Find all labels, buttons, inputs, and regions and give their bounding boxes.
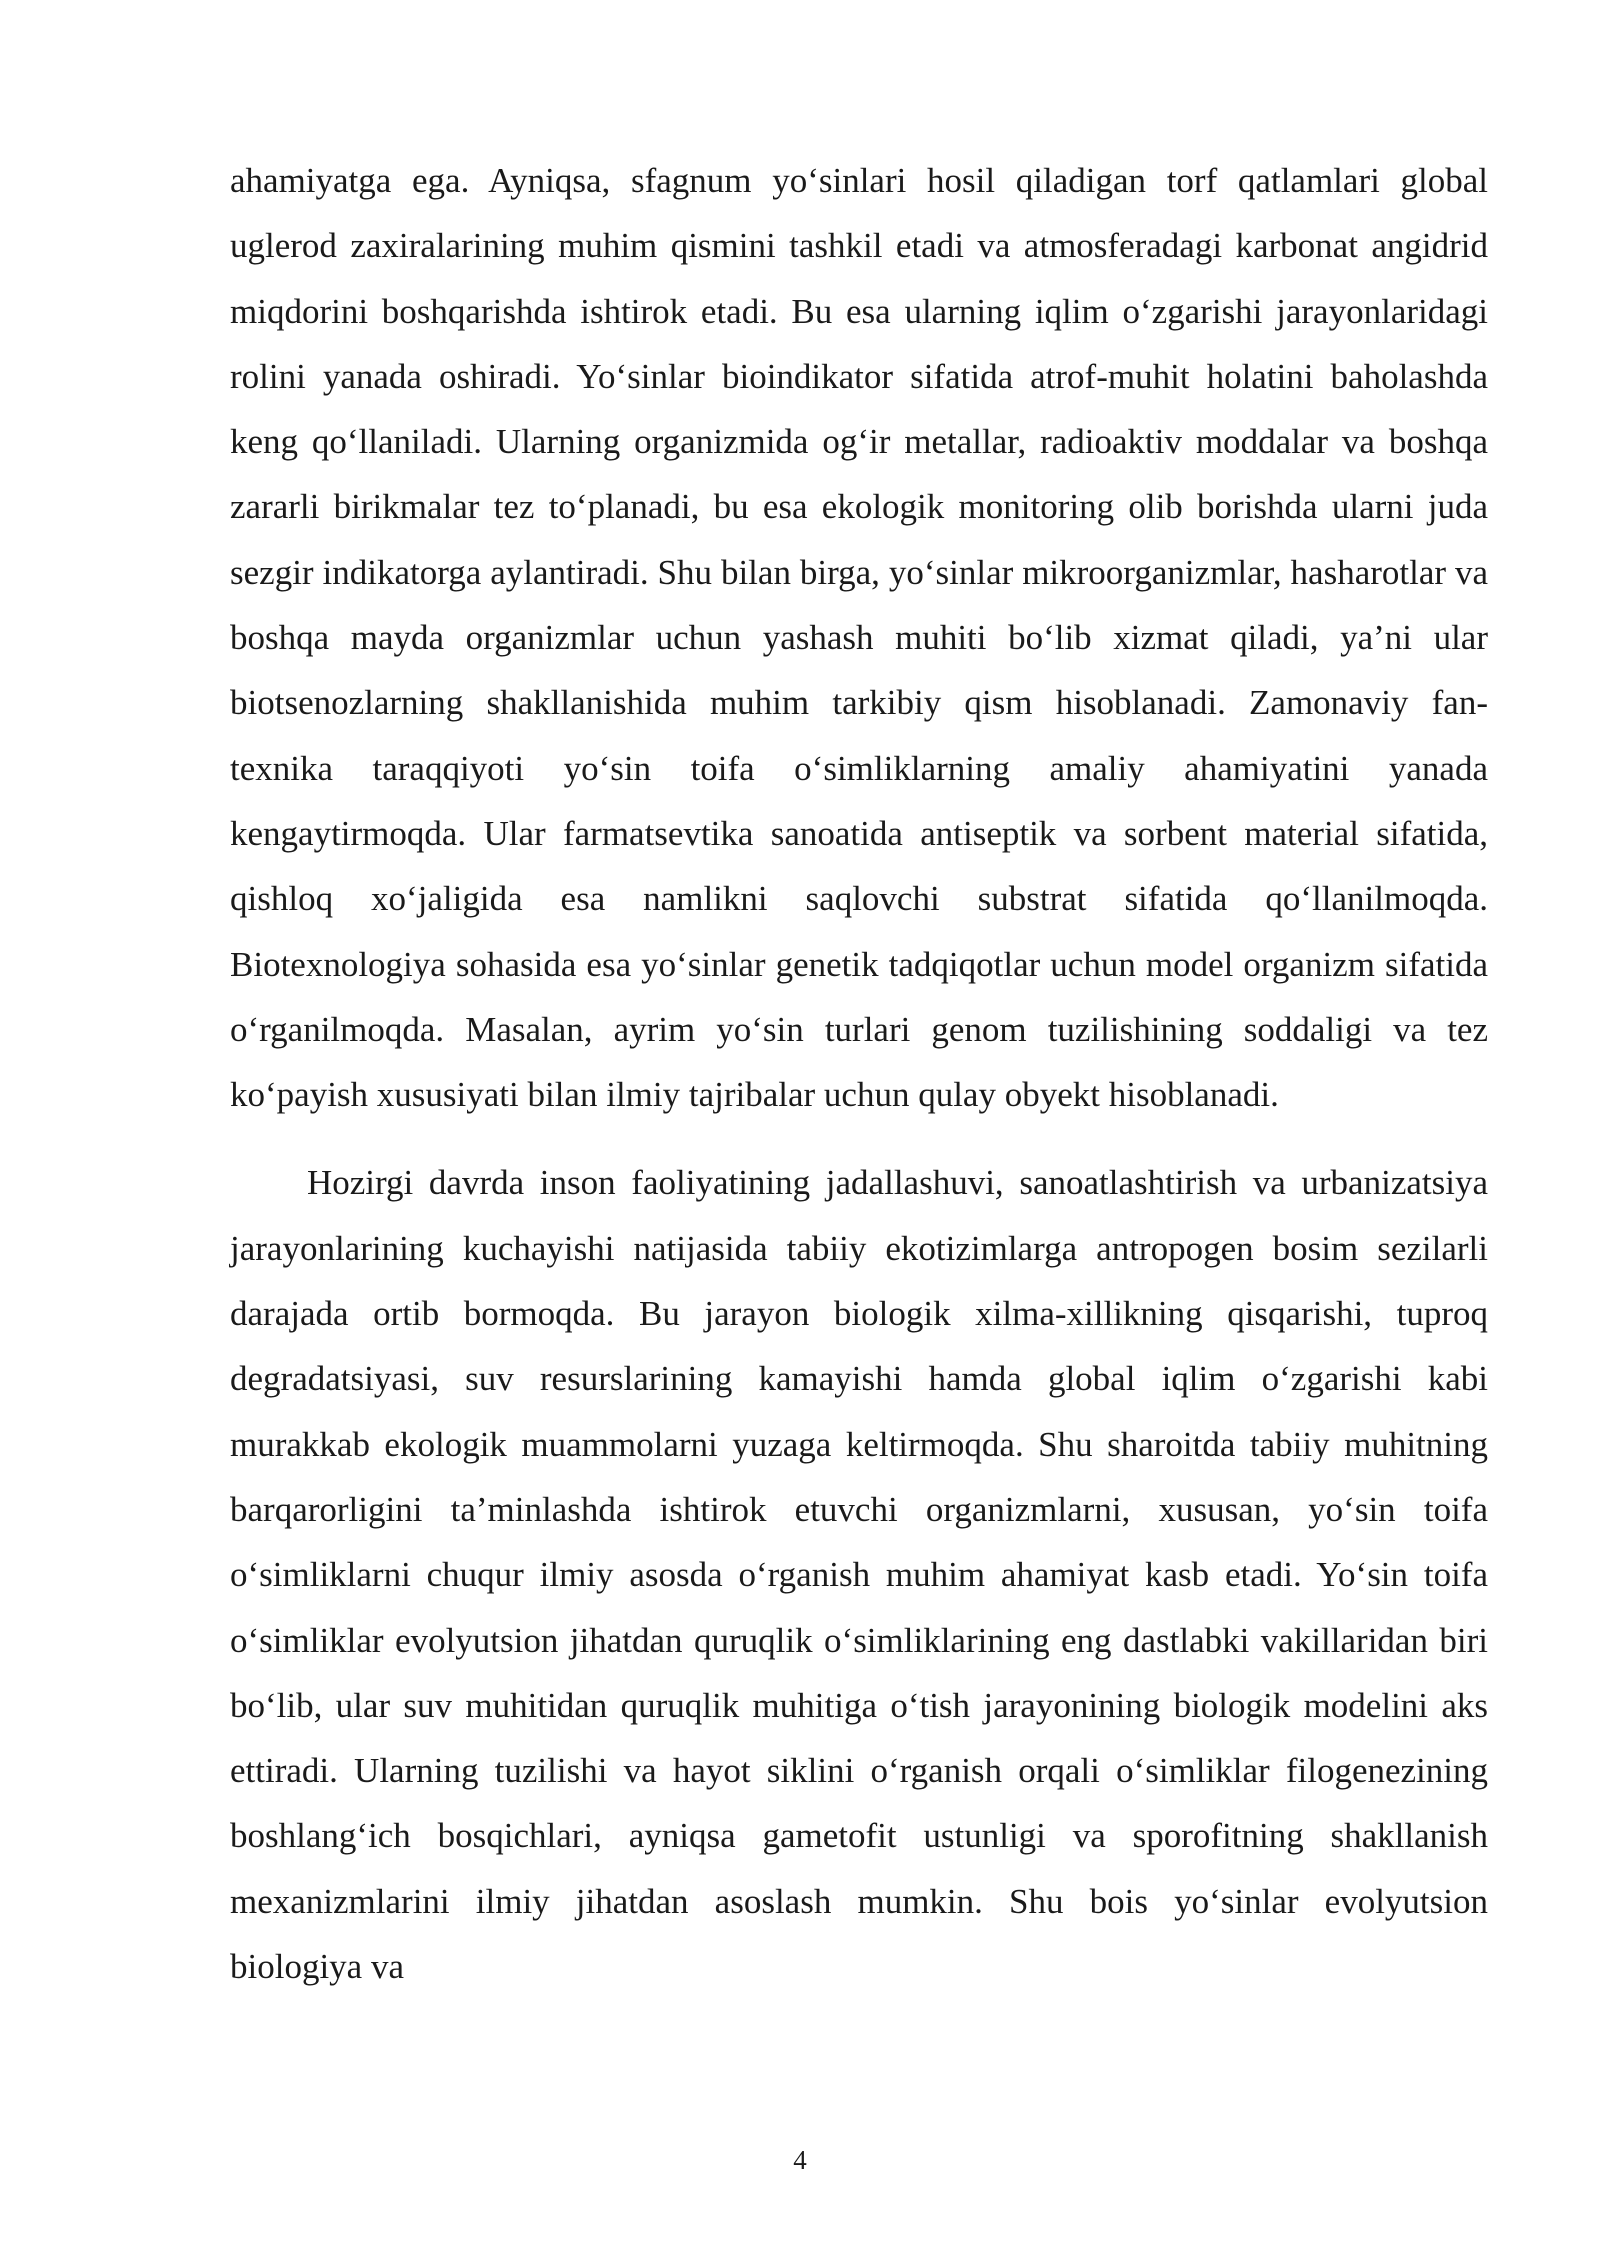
page-number: 4 <box>793 2145 807 2175</box>
body-paragraph: Hozirgi davrda inson faoliyatining jadallashuvi, sanoatlashtirish va urbanizatsiya jarayonlarining kuchayishi natijasida tabiiy ekotizimlarga antropogen bosim sezilarli darajada ortib bormoqda. Bu jarayon biologik xilma-xillikning qisqarishi, tuproq degradatsiyasi, suv resurslarining kamayishi hamda global iqlim o‘zgarishi kabi murakkab ekologik muammolarni yuzaga keltirmoqda. Shu sharoitda tabiiy muhitning barqarorligini ta’minlashda ishtirok etuvchi organizmlarni, xususan, yo‘sin toifa o‘simliklarni chuqur ilmiy asosda o‘rganish muhim ahamiyat kasb etadi. Yo‘sin toifa o‘simliklar evolyutsion jihatdan quruqlik o‘simliklarining eng dastlabki vakillaridan biri bo‘lib, ular suv muhitidan quruqlik muhitiga o‘tish jarayonining biologik modelini aks ettiradi. Ularning tuzilishi va hayot siklini o‘rganish orqali o‘simliklar filogenezining boshlang‘ich bosqichlari, ayniqsa gametofit ustunligi va sporofitning shakllanish mexanizmlarini ilmiy jihatdan asoslash mumkin. Shu bois yo‘sinlar evolyutsion biologiya va <box>230 1163 1488 1987</box>
page-body <box>230 148 1488 1999</box>
body-paragraph-continuation: ahamiyatga ega. Ayniqsa, sfagnum yo‘sinlari hosil qiladigan torf qatlamlari global uglerod zaxiralarining muhim qismini tashkil etadi va atmosferadagi karbonat angidrid miqdorini boshqarishda ishtirok etadi. Bu esa ularning iqlim o‘zgarishi jarayonlaridagi rolini yanada oshiradi. Yo‘sinlar bioindikator sifatida atrof-muhit holatini baholashda keng qo‘llaniladi. Ularning organizmida og‘ir metallar, radioaktiv moddalar va boshqa zararli birikmalar tez to‘planadi, bu esa ekologik monitoring olib borishda ularni juda sezgir indikatorga aylantiradi. Shu bilan birga, yo‘sinlar mikroorganizmlar, hasharotlar va boshqa mayda organizmlar uchun yashash muhiti bo‘lib xizmat qiladi, ya’ni ular biotsenozlarning shakllanishida muhim tarkibiy qism hisoblanadi. Zamonaviy fan-texnika taraqqiyoti yo‘sin toifa o‘simliklarning amaliy ahamiyatini yanada kengaytirmoqda. Ular farmatsevtika sanoatida antiseptik va sorbent material sifatida, qishloq xo‘jaligida esa namlikni saqlovchi substrat sifatida qo‘llanilmoqda. Biotexnologiya sohasida esa yo‘sinlar genetik tadqiqotlar uchun model organizm sifatida o‘rganilmoqda. Masalan, ayrim yo‘sin turlari genom tuzilishining soddaligi va tez ko‘payish xususiyati bilan ilmiy tajribalar uchun qulay obyekt hisoblanadi. <box>230 161 1488 1115</box>
